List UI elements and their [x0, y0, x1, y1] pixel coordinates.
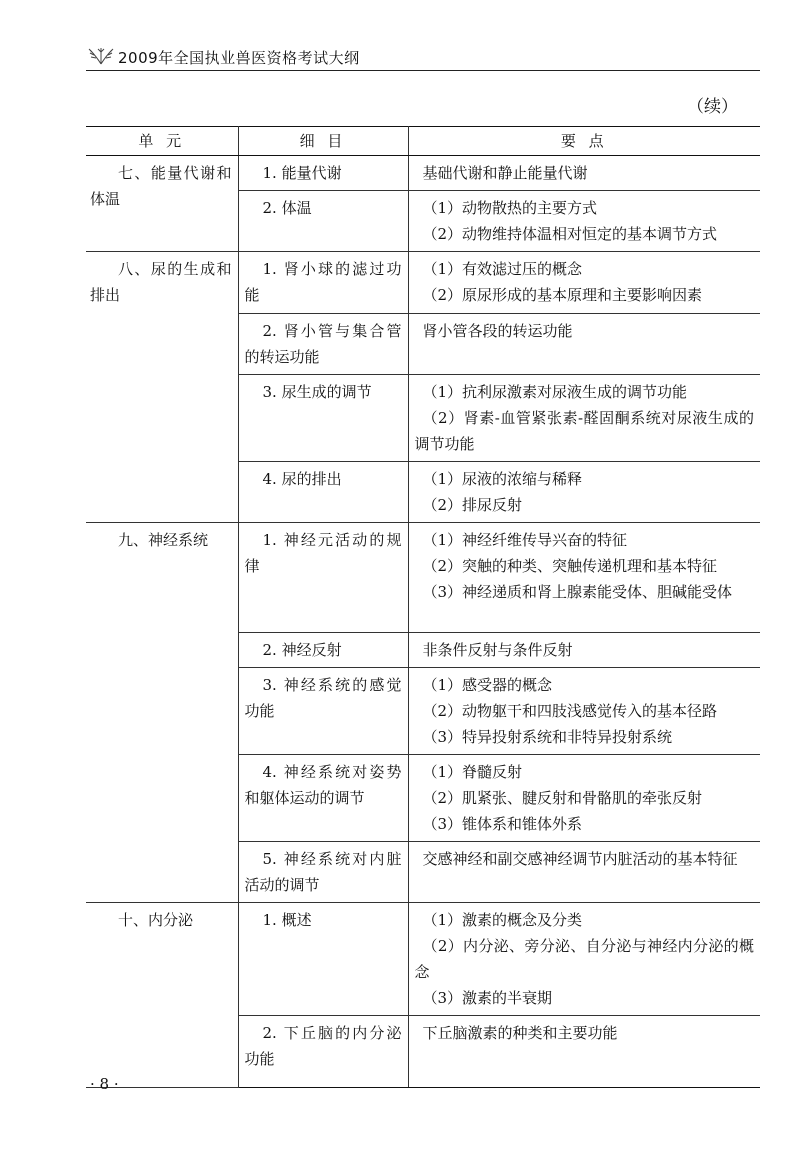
- key-point: （1）抗利尿激素对尿液生成的调节功能: [422, 383, 688, 401]
- item-cell: 2. 肾小管与集合管的转运功能: [238, 314, 408, 375]
- key-point: 下丘脑激素的种类和主要功能: [422, 1024, 618, 1042]
- item-cell: 4. 神经系统对姿势和躯体运动的调节: [238, 755, 408, 842]
- running-header: [86, 42, 760, 70]
- key-point: （3）神经递质和肾上腺素能受体、胆碱能受体: [422, 583, 733, 601]
- key-point: （2）动物躯干和四肢浅感觉传入的基本径路: [422, 702, 718, 720]
- item-cell: 5. 神经系统对内脏活动的调节: [238, 842, 408, 903]
- points-cell: [408, 191, 760, 252]
- key-point: 肾小管各段的转运功能: [422, 322, 573, 340]
- unit-cell: 七、能量代谢和体温: [86, 156, 238, 252]
- key-point: （1）脊髓反射: [422, 763, 523, 781]
- item-cell: 1. 能量代谢: [238, 156, 408, 191]
- key-point: （1）激素的概念及分类: [422, 911, 583, 929]
- key-point: （3）激素的半衰期: [422, 989, 553, 1007]
- table-header-row: [86, 127, 760, 156]
- item-cell: 1. 神经元活动的规律: [238, 523, 408, 633]
- key-point: 基础代谢和静止能量代谢: [422, 164, 588, 182]
- key-point: （1）有效滤过压的概念: [422, 260, 583, 278]
- points-cell: [408, 252, 760, 314]
- column-header-unit: 单 元: [86, 127, 238, 156]
- item-cell: 4. 尿的排出: [238, 462, 408, 523]
- points-cell: [408, 842, 760, 903]
- key-point: （1）神经纤维传导兴奋的特征: [422, 531, 628, 549]
- laurel-logo-icon: [86, 44, 116, 66]
- table-row: [86, 903, 760, 1016]
- item-cell: 1. 肾小球的滤过功能: [238, 252, 408, 314]
- points-cell: [408, 755, 760, 842]
- item-cell: 2. 神经反射: [238, 633, 408, 668]
- key-point: （3）特异投射系统和非特异投射系统: [422, 728, 673, 746]
- key-point: （1）尿液的浓缩与稀释: [422, 470, 583, 488]
- points-cell: [408, 903, 760, 1016]
- unit-cell: 八、尿的生成和排出: [86, 252, 238, 523]
- unit-cell: 十、内分泌: [86, 903, 238, 1088]
- column-header-points: 要 点: [408, 127, 760, 156]
- item-cell: 1. 概述: [238, 903, 408, 1016]
- syllabus-table: [86, 126, 760, 1088]
- key-point: 非条件反射与条件反射: [422, 641, 573, 659]
- points-cell: [408, 1016, 760, 1088]
- document-title: 2009年全国执业兽医资格考试大纲: [118, 49, 360, 67]
- table-row: [86, 156, 760, 191]
- item-cell: 2. 体温: [238, 191, 408, 252]
- key-point: （2）突触的种类、突触传递机理和基本特征: [422, 557, 718, 575]
- page-number: · 8 ·: [90, 1075, 119, 1093]
- points-cell: [408, 523, 760, 633]
- key-point: （2）原尿形成的基本原理和主要影响因素: [422, 286, 703, 304]
- header-rule: [86, 70, 760, 71]
- key-point: （2）内分泌、旁分泌、自分泌与神经内分泌的概念: [414, 937, 754, 981]
- key-point: （1）感受器的概念: [422, 676, 553, 694]
- key-point: （2）肾素-血管紧张素-醛固酮系统对尿液生成的调节功能: [414, 409, 754, 453]
- key-point: （2）动物维持体温相对恒定的基本调节方式: [422, 225, 718, 243]
- key-point: （3）锥体系和锥体外系: [422, 815, 583, 833]
- unit-cell: 九、神经系统: [86, 523, 238, 903]
- item-cell: 3. 尿生成的调节: [238, 375, 408, 462]
- points-cell: [408, 633, 760, 668]
- continued-label: （续）: [687, 97, 738, 117]
- key-point: 交感神经和副交感神经调节内脏活动的基本特征: [422, 850, 738, 868]
- key-point: （2）排尿反射: [422, 496, 523, 514]
- points-cell: [408, 156, 760, 191]
- item-cell: 2. 下丘脑的内分泌功能: [238, 1016, 408, 1088]
- points-cell: [408, 462, 760, 523]
- table-row: [86, 252, 760, 314]
- points-cell: [408, 314, 760, 375]
- points-cell: [408, 668, 760, 755]
- key-point: （1）动物散热的主要方式: [422, 199, 598, 217]
- table-row: [86, 523, 760, 633]
- item-cell: 3. 神经系统的感觉功能: [238, 668, 408, 755]
- points-cell: [408, 375, 760, 462]
- key-point: （2）肌紧张、腱反射和骨骼肌的牵张反射: [422, 789, 703, 807]
- column-header-item: 细 目: [238, 127, 408, 156]
